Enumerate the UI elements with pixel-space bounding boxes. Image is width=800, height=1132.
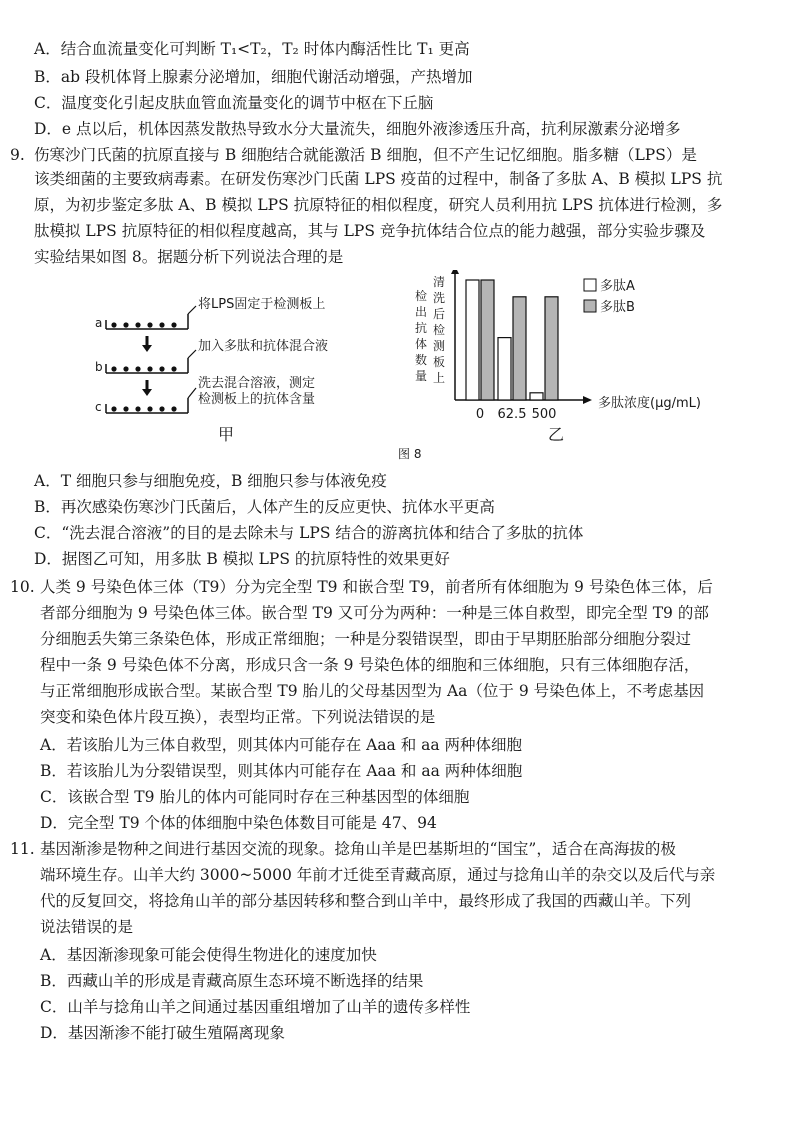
step-tag-c: c: [95, 400, 102, 414]
q10-option-d: D．完全型 T9 个体的体细胞中染色体数目可能是 47、94: [40, 814, 437, 832]
ylabel-char: 洗: [433, 291, 446, 305]
ylabel2-char: 体: [415, 337, 428, 351]
legend: [584, 278, 635, 315]
q10-stem-line: 程中一条 9 号染色体不分离，形成只含一条 9 号染色体的细胞和三体细胞，只有三体细胞存活，: [40, 656, 700, 674]
x-tick-label: 500: [531, 407, 557, 422]
ylabel-char: 上: [433, 371, 446, 385]
panel-b-label: 乙: [548, 425, 565, 444]
ylabel2-char: 抗: [415, 321, 428, 335]
q11-option-d: D．基因渐渗不能打破生殖隔离现象: [40, 1024, 285, 1042]
y-axis-label: [415, 274, 445, 385]
q10-option-b: B．若该胎儿为分裂错误型，则其体内可能存在 Aaa 和 aa 两种体细胞: [40, 762, 523, 780]
q10-option-a: A．若该胎儿为三体自救型，则其体内可能存在 Aaa 和 aa 两种体细胞: [40, 736, 523, 754]
step-a-text: 将LPS固定于检测板上: [198, 297, 326, 312]
bar-b-0: [481, 280, 494, 400]
panel-b-chart: [415, 270, 701, 444]
ylabel2-char: 出: [415, 305, 428, 319]
q11-stem-line: 基因渐渗是物种之间进行基因交流的现象。捻角山羊是巴基斯坦的“国宝”，适合在高海拔的极: [40, 840, 676, 858]
q10-stem-line: 与正常细胞形成嵌合型。某嵌合型 T9 胎儿的父母基因型为 Aa（位于 9 号染色体上，不考虑基因: [40, 682, 705, 700]
panel-a-label: 甲: [218, 425, 235, 444]
legend-label-a: 多肽A: [600, 279, 635, 294]
ylabel-char: 检: [433, 323, 446, 337]
figure-caption: 图 8: [398, 447, 422, 461]
bar-b-500: [545, 297, 558, 400]
plate-c: [106, 388, 196, 413]
q8-option-d: D．e 点以后，机体因蒸发散热导致水分大量流失，细胞外液渗透压升高，抗利尿激素分泌增多: [34, 120, 681, 138]
legend-swatch-a: [584, 279, 596, 291]
q9-option-d: D．据图乙可知，用多肽 B 模拟 LPS 的抗原特性的效果更好: [34, 550, 450, 568]
q9-option-b: B．再次感染伤寒沙门氏菌后，人体产生的反应更快、抗体水平更高: [34, 498, 495, 516]
panel-a-diagram: [95, 296, 328, 444]
q10-stem-line: 人类 9 号染色体三体（T9）分为完全型 T9 和嵌合型 T9，前者所有体细胞为 9 号染色体三体，后: [40, 578, 713, 596]
q9-stem-line: 伤寒沙门氏菌的抗原直接与 B 细胞结合就能激活 B 细胞，但不产生记忆细胞。脂多糖（LPS）是: [34, 146, 697, 164]
legend-label-b: 多肽B: [600, 300, 635, 315]
q10-stem-line: 者部分细胞为 9 号染色体三体。嵌合型 T9 又可分为两种：一种是三体自救型，即完全型 T9 的部: [40, 604, 709, 622]
ylabel2-char: 检: [415, 289, 428, 303]
q8-option-a: A．结合血流量变化可判断 T₁<T₂，T₂ 时体内酶活性比 T₁ 更高: [34, 40, 470, 58]
step-tag-a: a: [95, 316, 103, 330]
plate-a: [106, 306, 196, 329]
q9-stem-line: 肽模拟 LPS 抗原特征的相似程度越高，其与 LPS 竞争抗体结合位点的能力越强，部分实验步骤及: [34, 222, 706, 240]
q11-stem-line: 说法错误的是: [40, 918, 134, 936]
ylabel2-char: 数: [415, 353, 428, 367]
q9-option-a: A．T 细胞只参与细胞免疫，B 细胞只参与体液免疫: [34, 472, 387, 490]
bar-a-0: [466, 280, 479, 400]
bar-b-62.5: [513, 297, 526, 400]
ylabel-char: 板: [433, 355, 446, 369]
ylabel-char: 清: [433, 275, 446, 289]
x-axis-label: 多肽浓度(μg/mL): [598, 396, 701, 411]
q9-stem-line: 该类细菌的主要致病毒素。在研发伤寒沙门氏菌 LPS 疫苗的过程中，制备了多肽 A、B 模拟 LPS 抗: [34, 170, 723, 188]
bar-a-500: [530, 393, 543, 400]
q10-option-c: C．该嵌合型 T9 胎儿的体内可能同时存在三种基因型的体细胞: [40, 788, 470, 806]
q11-number: 11.: [10, 840, 35, 858]
q11-stem-line: 代的反复回交，将捻角山羊的部分基因转移和整合到山羊中，最终形成了我国的西藏山羊。下列: [40, 892, 692, 910]
q11-option-b: B．西藏山羊的形成是青藏高原生态环境不断选择的结果: [40, 972, 424, 990]
q9-option-c: C．“洗去混合溶液”的目的是去除未与 LPS 结合的游离抗体和结合了多肽的抗体: [34, 524, 584, 542]
q10-stem-line: 分细胞丢失第三条染色体，形成正常细胞；一种是分裂错误型，即由于早期胚胎部分细胞分裂过: [40, 630, 692, 648]
step-tag-b: b: [95, 360, 103, 374]
x-tick-label: 62.5: [497, 407, 527, 422]
step-c-text-2: 检测板上的抗体含量: [198, 392, 316, 407]
q11-option-a: A．基因渐渗现象可能会使得生物进化的速度加快: [40, 946, 377, 964]
q9-stem-line: 原，为初步鉴定多肽 A、B 模拟 LPS 抗原特征的相似程度，研究人员利用抗 LPS 抗体进行检测，多: [34, 196, 723, 214]
legend-swatch-b: [584, 300, 596, 312]
figure-8: [0, 270, 800, 470]
plate-b: [106, 350, 196, 373]
q8-option-c: C．温度变化引起皮肤血管血流量变化的调节中枢在下丘脑: [34, 94, 434, 112]
ylabel2-char: 量: [415, 369, 428, 383]
step-c-text: 洗去混合溶液，测定: [198, 376, 316, 391]
q8-option-b: B．ab 段机体肾上腺素分泌增加，细胞代谢活动增强，产热增加: [34, 68, 473, 86]
q10-number: 10.: [10, 578, 35, 596]
q9-number: 9.: [10, 146, 25, 164]
ylabel-char: 后: [433, 307, 446, 321]
q11-stem-line: 端环境生存。山羊大约 3000~5000 年前才迁徙至青藏高原，通过与捻角山羊的杂交以及后代与亲: [40, 866, 716, 884]
q11-option-c: C．山羊与捻角山羊之间通过基因重组增加了山羊的遗传多样性: [40, 998, 471, 1016]
x-tick-label: 0: [475, 407, 485, 422]
q10-stem-line: 突变和染色体片段互换），表型均正常。下列说法错误的是: [40, 708, 436, 726]
q9-stem-line: 实验结果如图 8。据题分析下列说法合理的是: [34, 248, 344, 266]
ylabel-char: 测: [433, 339, 446, 353]
step-b-text: 加入多肽和抗体混合液: [198, 339, 329, 354]
bar-a-62.5: [498, 338, 511, 400]
